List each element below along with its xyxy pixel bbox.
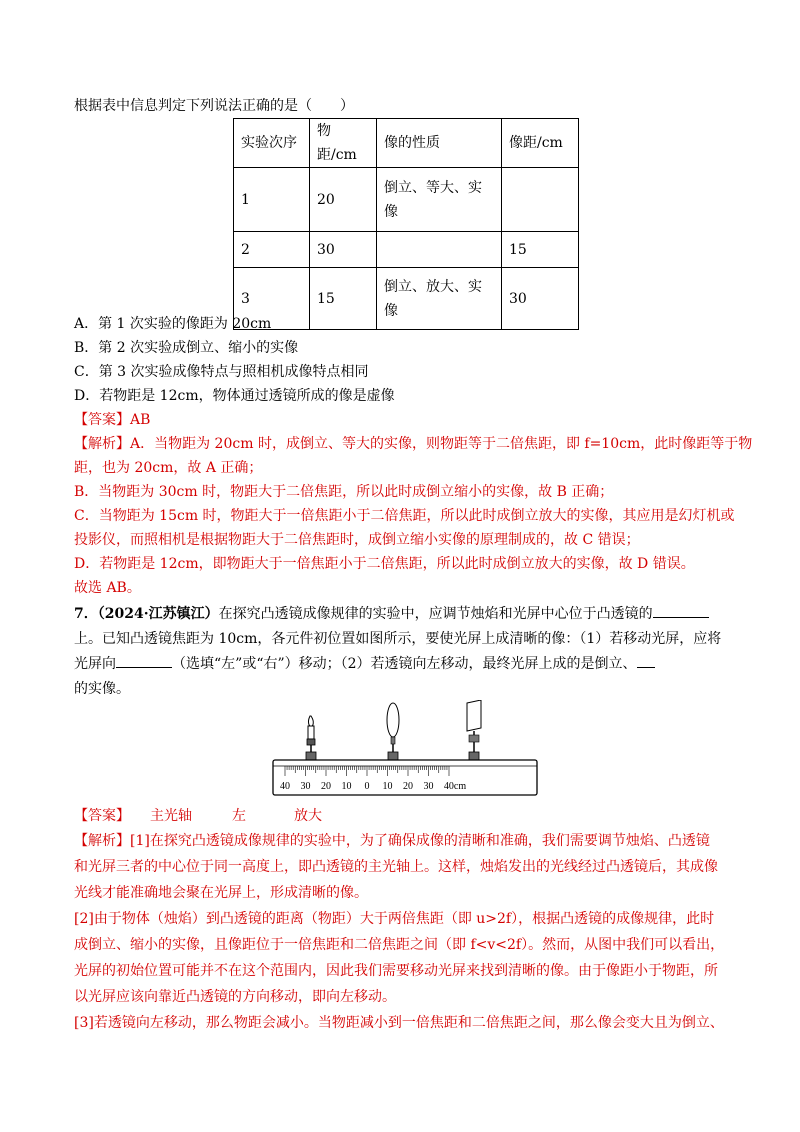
ruler-label: 10 [382,781,393,792]
analysis-text: [1]在探究凸透镜成像规律的实验中，为了确保成像的清晰和准确，我们需要调节烛焰、凸透镜 [130,833,710,849]
option-b: B．第 2 次实验成倒立、缩小的实像 [74,340,299,356]
question-stem: 根据表中信息判定下列说法正确的是（ ） [74,98,354,114]
table-cell: 3 [234,268,310,330]
ruler-label: 40cm [443,781,467,792]
q7-analysis-line: 光屏的初始位置可能并不在这个范围内，因此我们需要移动光屏来找到清晰的像。由于像距小于物距，所 [74,963,718,979]
answer-tag: 【答案】 [74,808,130,824]
answer-blank [653,605,709,618]
experiment-table [233,118,579,330]
table-row [234,268,579,330]
light-screen-icon [467,700,481,760]
q7-analysis-line: 和光屏三者的中心位于同一高度上，即凸透镜的主光轴上。这样，烛焰发出的光线经过凸透镜后，其成像 [74,859,718,875]
analysis-text: A．当物距为 20cm 时，成倒立、等大的实像，则物距等于二倍焦距，即 f=10cm，此时像距等于物 [130,436,753,452]
ruler-label: 40 [280,781,290,792]
analysis-tag: 【解析】 [74,436,130,452]
ruler-label: 10 [341,781,352,792]
ruler-label: 20 [321,781,331,792]
question-source: （2024·江苏镇江） [97,606,219,622]
ruler-label: 0 [364,781,370,792]
table-row [234,168,579,232]
q7-analysis-line: 成倒立、缩小的实像，且像距位于一倍焦距和二倍焦距之间（即 f<v<2f）。然而，从图中我们可以看出， [74,937,725,953]
q7-analysis-line [74,830,710,850]
table-header-row [234,119,579,168]
answer-1: 主光轴 [150,808,192,824]
answer-value: AB [130,412,151,428]
q7-analysis-line: [2]由于物体（烛焰）到凸透镜的距离（物距）大于两倍焦距（即 u>2f），根据凸透镜的成像规律，此时 [74,911,715,927]
table-cell: 2 [234,232,310,268]
table-cell [502,168,579,232]
answer-blank [637,655,655,668]
q7-analysis-line: 以光屏应该向靠近凸透镜的方向移动，即向左移动。 [74,989,396,1005]
option-a: A．第 1 次实验的像距为 20cm [74,316,272,332]
answer-blank [116,655,172,668]
q7-analysis-line: 光线才能准确地会聚在光屏上，形成清晰的像。 [74,885,368,901]
q7-text: 在探究凸透镜成像规律的实验中，应调节烛焰和光屏中心位于凸透镜的 [218,606,653,622]
table-cell: 1 [234,168,310,232]
table-header: 像的性质 [377,119,502,168]
ruler-label: 30 [300,781,311,792]
option-c: C．第 3 次实验成像特点与照相机成像特点相同 [74,364,369,380]
table-cell: 30 [502,268,579,330]
table-header: 物距/cm [310,119,377,168]
table-cell: 20 [310,168,377,232]
table-header: 像距/cm [502,119,579,168]
analysis-tag: 【解析】 [74,833,130,849]
q6-analysis-line: D．若物距是 12cm，即物距大于一倍焦距小于二倍焦距，所以此时成倒立放大的实像，故 D 错误。 [74,556,695,572]
q6-analysis-line: B．当物距为 30cm 时，物距大于二倍焦距，所以此时成倒立缩小的实像，故 B 正确； [74,484,614,500]
table-cell: 15 [310,268,377,330]
optical-bench-figure [270,700,540,800]
ruler-label: 20 [403,781,413,792]
question-number: 7． [74,606,98,622]
table-cell: 30 [310,232,377,268]
ruler-label: 30 [423,781,434,792]
q7-line-2: 上。已知凸透镜焦距为 10cm，各元件初位置如图所示，要使光屏上成清晰的像：（1）若移动光屏，应将 [74,631,722,647]
answer-tag: 【答案】 [74,412,130,428]
table-cell [377,232,502,268]
q7-answer [74,805,322,825]
convex-lens-icon [387,703,399,760]
q7-line-3 [74,653,655,673]
q7-line-1 [74,603,709,623]
table-cell: 倒立、等大、实像 [377,168,502,232]
answer-2: 左 [232,808,246,824]
table-cell: 倒立、放大、实像 [377,268,502,330]
answer-3: 放大 [294,808,322,824]
q7-analysis-line: [3]若透镜向左移动，那么物距会减小。当物距减小到一倍焦距和二倍焦距之间，那么像会变大且为倒立、 [74,1015,724,1031]
q6-analysis-line [74,433,752,453]
table-row [234,232,579,268]
q6-conclusion: 故选 AB。 [74,580,141,596]
table-cell: 15 [502,232,579,268]
table-header: 实验次序 [234,119,310,168]
q6-analysis-line: 投影仪，而照相机是根据物距大于二倍焦距时，成倒立缩小实像的原理制成的，故 C 错误； [74,532,640,548]
q6-analysis-line: 距，也为 20cm，故 A 正确； [74,460,263,476]
q7-text: （选填“左”或“右”）移动；（2）若透镜向左移动，最终光屏上成的是倒立、 [172,656,637,672]
candle-icon [306,716,316,760]
q7-line-4: 的实像。 [74,681,130,697]
q6-analysis-line: C．当物距为 15cm 时，物距大于一倍焦距小于二倍焦距，所以此时成倒立放大的实像，其应用是幻灯机或 [74,508,735,524]
option-d: D．若物距是 12cm，物体通过透镜所成的像是虚像 [74,388,395,404]
q6-answer [74,409,150,429]
q7-text: 光屏向 [74,656,116,672]
